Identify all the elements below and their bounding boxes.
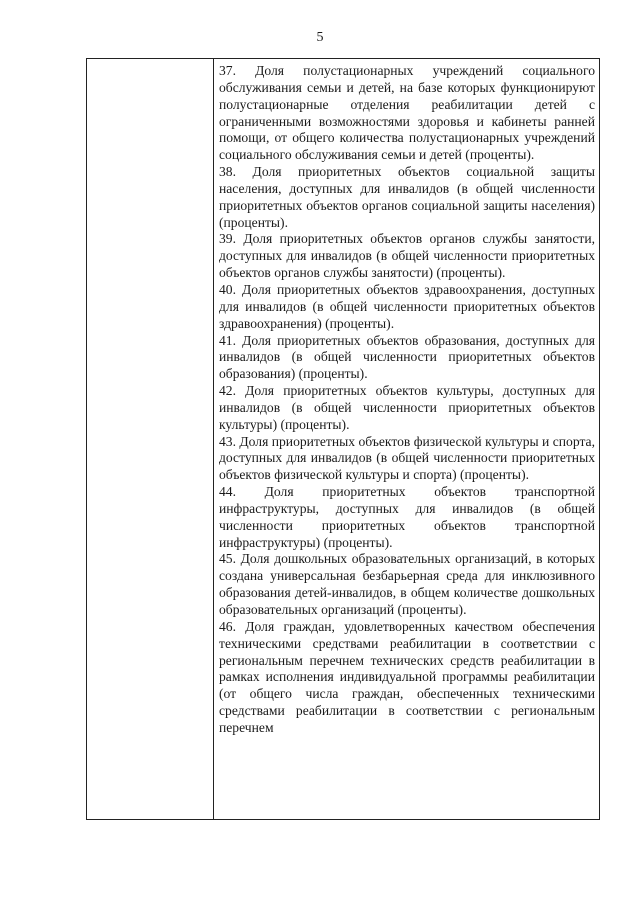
- indicator-item-45: 45. Доля дошкольных образовательных организаций, в которых создана универсальная безбарьерная среда для инклюзивного образования детей-инвалидов, в общем количестве дошкольных образовательных организаций (проценты).: [219, 551, 595, 617]
- indicator-item-42: 42. Доля приоритетных объектов культуры, доступных для инвалидов (в общей численности приоритетных объектов культуры) (проценты).: [219, 383, 595, 432]
- indicator-item-40: 40. Доля приоритетных объектов здравоохранения, доступных для инвалидов (в общей численности приоритетных объектов здравоохранения) (проценты).: [219, 281, 595, 331]
- table-left-column: [87, 59, 214, 819]
- indicator-item-41: 41. Доля приоритетных объектов образования, доступных для инвалидов (в общей численности приоритетных объектов образования) (проценты).: [219, 332, 595, 382]
- page-number: 5: [316, 30, 324, 45]
- indicator-item-38: 38. Доля приоритетных объектов социальной защиты населения, доступных для инвалидов (в общей численности приоритетных объектов органов социальной защиты населения) (проценты).: [219, 164, 595, 230]
- indicator-item-46: 46. Доля граждан, удовлетворенных качеством обеспечения техническими средствами реабилитации в соответствии с региональным перечнем технических средств реабилитации в рамках исполнения индивидуальной программы реабилитации (от общего числа граждан, обеспеченных техническими средствами реабилитации в соответствии с региональным перечнем: [219, 618, 595, 735]
- table-right-column: [214, 59, 599, 819]
- indicator-item-43: 43. Доля приоритетных объектов физической культуры и спорта, доступных для инвалидов (в общей численности приоритетных объектов физической культуры и спорта) (проценты).: [219, 433, 595, 483]
- indicator-item-39: 39. Доля приоритетных объектов органов службы занятости, доступных для инвалидов (в общей численности приоритетных объектов органов службы занятости) (проценты).: [219, 231, 595, 281]
- indicator-table: [86, 58, 600, 820]
- indicator-item-37: 37. Доля полустационарных учреждений социального обслуживания семьи и детей, на базе которых функционируют полустационарные отделения реабилитации детей с ограниченными возможностями здоровья и кабинеты ранней помощи, от общего количества полустационарных учреждений социального обслуживания семьи и детей (проценты).: [219, 63, 595, 163]
- indicator-item-44: 44. Доля приоритетных объектов транспортной инфраструктуры, доступных для инвалидов (в общей численности приоритетных объектов транспортной инфраструктуры) (проценты).: [219, 484, 595, 550]
